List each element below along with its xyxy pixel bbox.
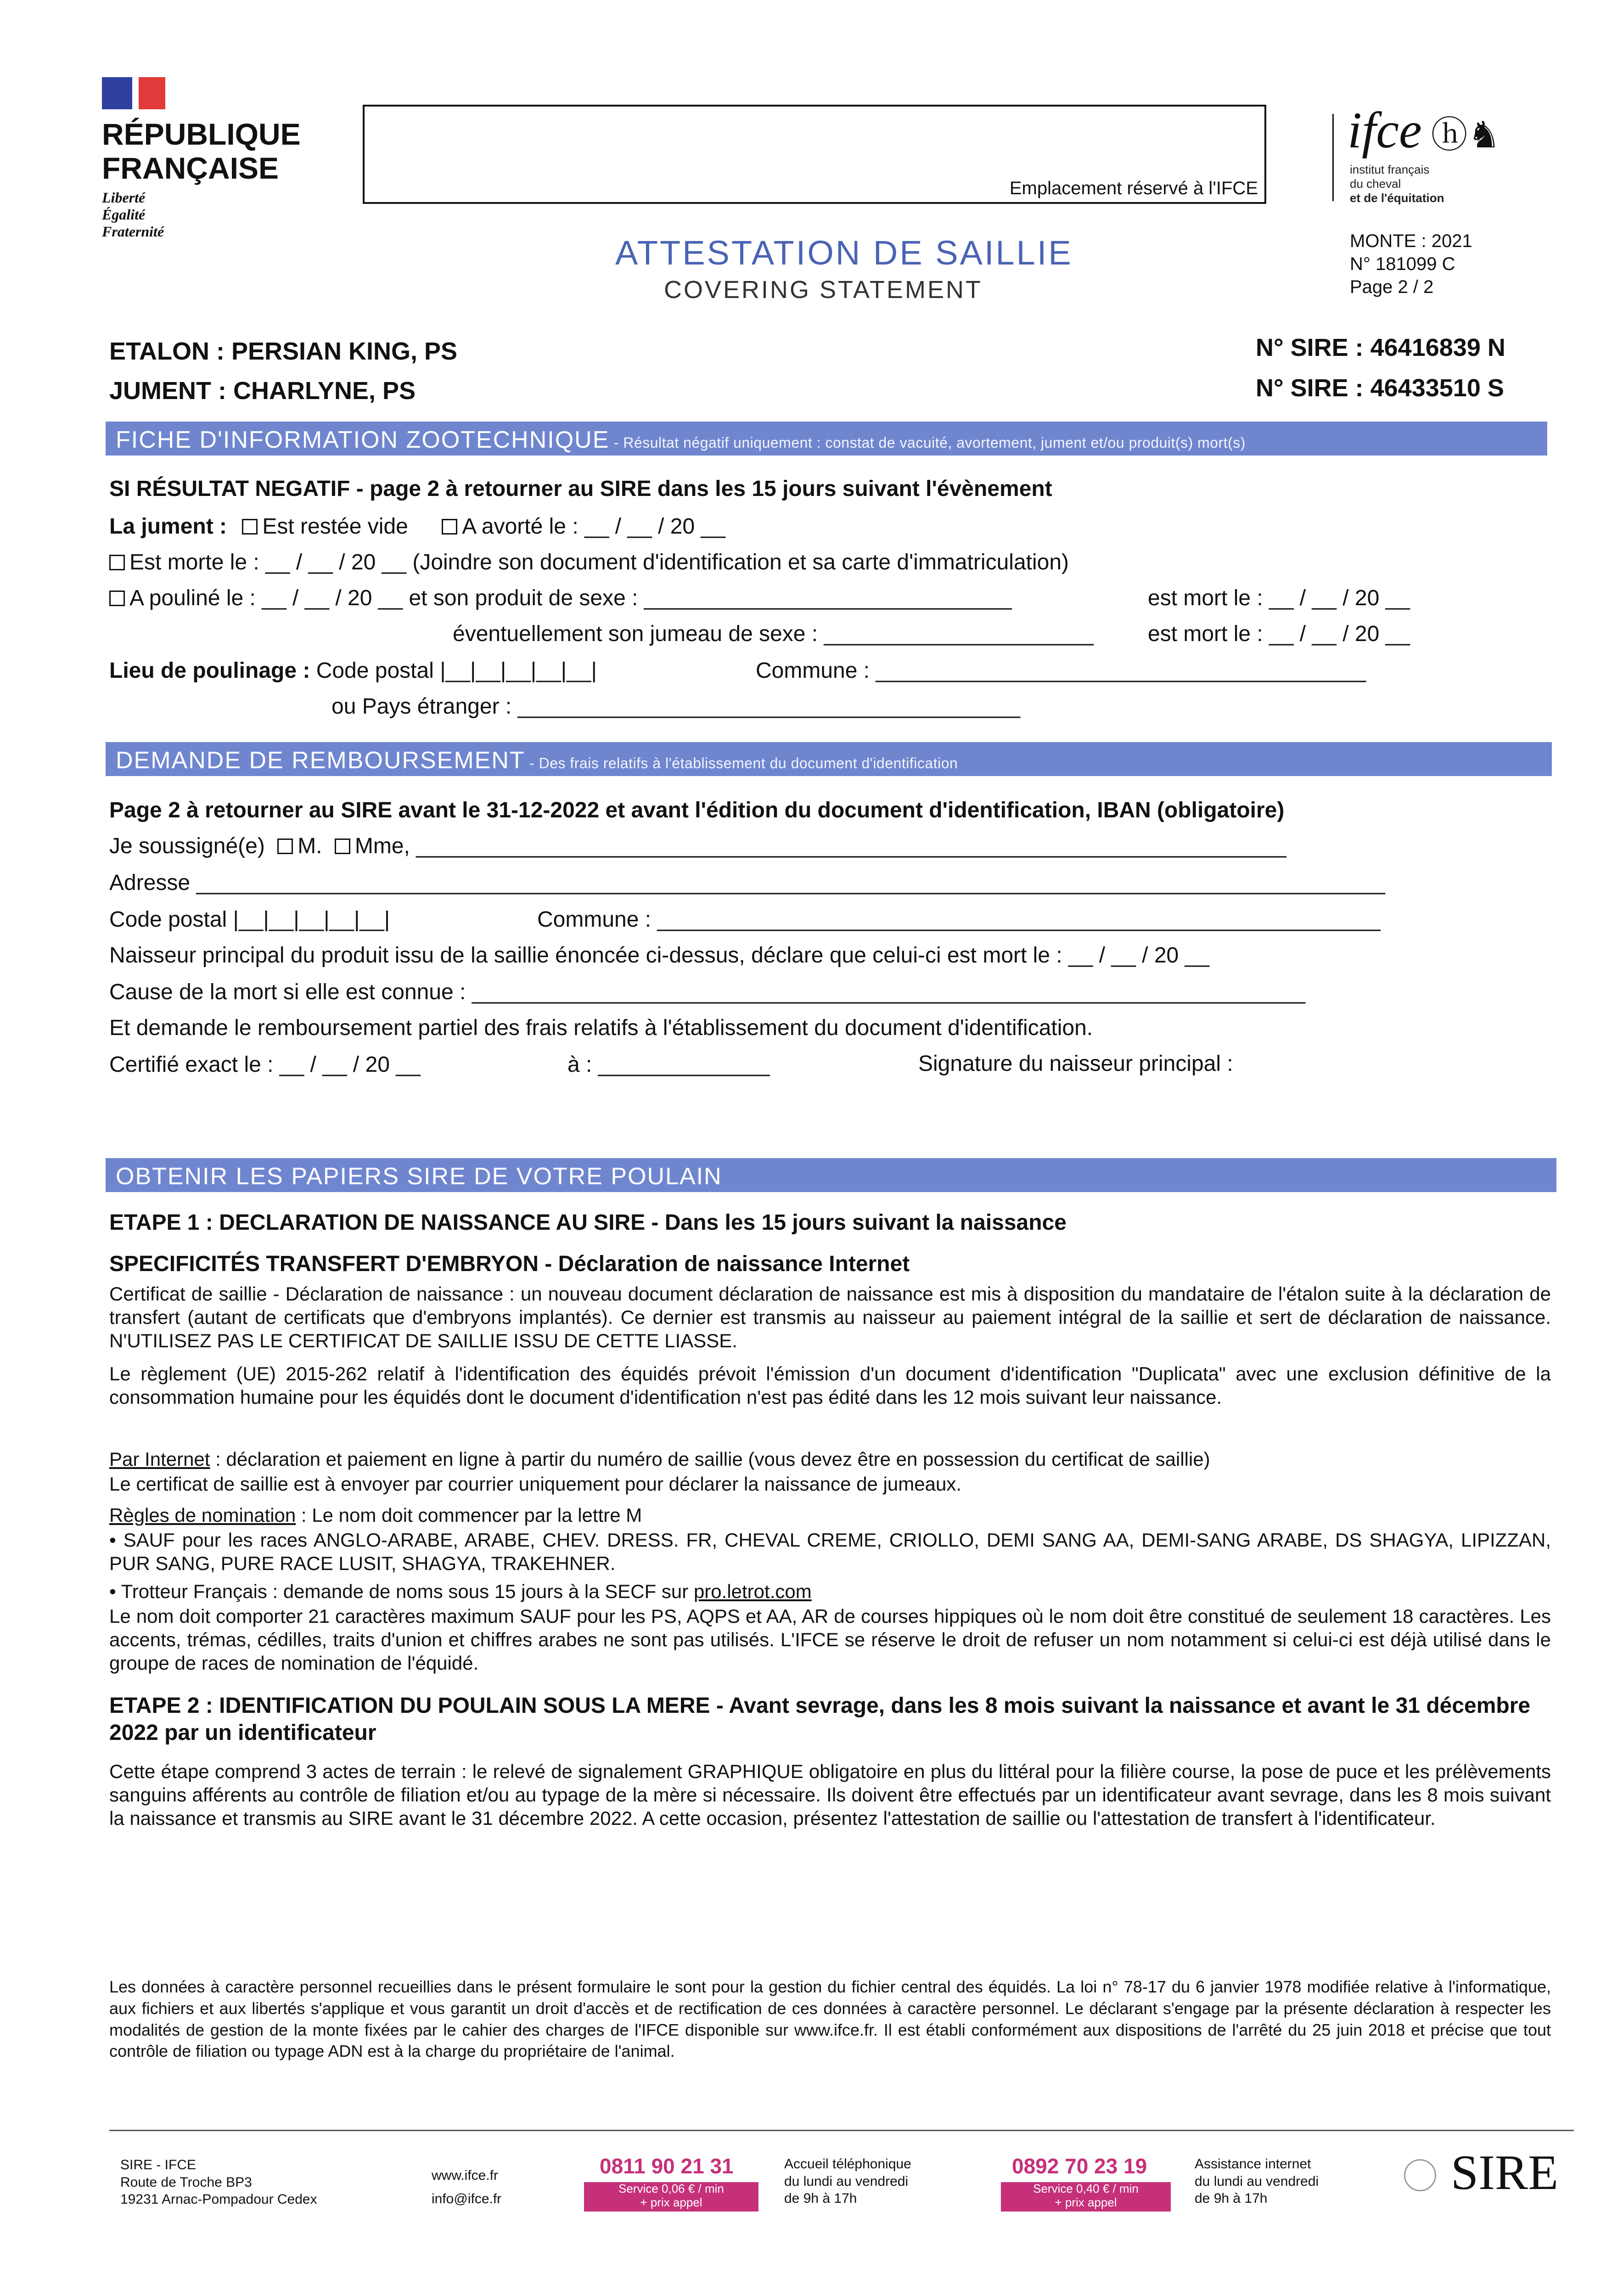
internet-row: Par Internet : déclaration et paiement en ligne à partir du numéro de saillie (vous devez être en possession du certificat de saillie) — [109, 1448, 1210, 1470]
footer-web — [432, 2164, 501, 2211]
soussigne-row: Je soussigné(e) M. Mme, _______________________________________________________________________ — [109, 834, 1286, 858]
sauf-row: • SAUF pour les races ANGLO-ARABE, ARABE, CHEV. DRESS. FR, CHEVAL CREME, CRIOLLO, DEMI SANG AA, DEMI-SANG ARABE, DS SHAGYA, LIPIZZAN, PUR SANG, PURE RACE LUSIT, SHAGYA, TRAKEHNER. — [109, 1529, 1551, 1575]
demande-row: Et demande le remboursement partiel des frais relatifs à l'établissement du document d'identification. — [109, 1016, 1093, 1040]
nom-field[interactable]: Mme, _______________________________________________________________________ — [354, 834, 1286, 858]
etape2-heading: ETAPE 2 : IDENTIFICATION DU POULAIN SOUS LA MERE - Avant sevrage, dans les 8 mois suivant la naissance et avant le 31 décembre 2022 par un identificateur — [109, 1694, 1531, 1745]
jumeau-row[interactable]: éventuellement son jumeau de sexe : ______________________ — [453, 622, 1094, 646]
jument: JUMENT : CHARLYNE, PS — [109, 377, 416, 405]
naisseur-row: Naisseur principal du produit issu de la saillie énoncée ci-dessus, déclare que celui-ci est mort le : __ / __ / 20 __ — [109, 943, 1209, 968]
lieu-row: Lieu de poulinage : Code postal |__|__|__|__|__| — [109, 658, 597, 683]
monte-info: MONTE : 2021 N° 181099 C Page 2 / 2 — [1350, 231, 1472, 297]
a-field[interactable]: à : ______________ — [567, 1052, 770, 1077]
email-link[interactable]: info@ifce.fr — [432, 2191, 502, 2206]
commune-field-1[interactable]: Commune : ________________________________________ — [756, 658, 1366, 683]
sire-etalon: N° SIRE : 46416839 N — [1256, 334, 1505, 361]
price-badge-2: Service 0,40 € / min + prix appel — [1001, 2182, 1171, 2212]
accueil-hours: Accueil téléphonique du lundi au vendredi de 9h à 17h — [784, 2156, 911, 2206]
signature-label: Signature du naisseur principal : — [918, 1052, 1233, 1076]
horse-icon: ⓗ♞ — [1421, 115, 1501, 156]
ifce-logo: ifce ⓗ♞ — [1348, 102, 1501, 159]
regles-row: Règles de nomination : Le nom doit commencer par la lettre M — [109, 1504, 642, 1526]
produit-mort[interactable]: est mort le : __ / __ / 20 __ — [1148, 586, 1410, 610]
section-papiers-header: OBTENIR LES PAPIERS SIRE DE VOTRE POULAIN — [106, 1158, 1556, 1192]
pouline-row: A pouliné le : __ / __ / 20 __ et son produit de sexe : ______________________________ — [109, 585, 1012, 612]
phone-accueil[interactable]: 0811 90 21 31 — [600, 2154, 734, 2178]
reserved-label: Emplacement réservé à l'IFCE — [1009, 178, 1258, 198]
jument-row: La jument : Est restée vide A avorté le : __ / __ / 20 __ — [109, 514, 725, 539]
specificites-heading: SPECIFICITÉS TRANSFERT D'EMBRYON - Déclaration de naissance Internet — [109, 1252, 910, 1276]
flag-logo — [102, 77, 165, 109]
page-title: ATTESTATION DE SAILLIE — [615, 234, 1073, 272]
sire-logo: SIRE — [1451, 2145, 1559, 2200]
sire-jument: N° SIRE : 46433510 S — [1256, 374, 1504, 402]
commune-field-2[interactable]: Commune : ___________________________________________________________ — [537, 907, 1381, 932]
adresse-field[interactable]: Adresse _________________________________________________________________________________________________ — [109, 871, 1385, 895]
morte-row: Est morte le : __ / __ / 20 __ (Joindre son document d'identification et sa carte d'immatriculation) — [109, 549, 1069, 576]
cause-field[interactable]: Cause de la mort si elle est connue : ____________________________________________________________________ — [109, 980, 1306, 1004]
paragraph-etape2: Cette étape comprend 3 actes de terrain : le relevé de signalement GRAPHIQUE obligatoire en plus du littéral pour la filière course, la pose de puce et les prélèvements sanguins afférents au contrôle de filiation et/ou au typage de la mère si nécessaire. Ils doivent être effectués par un identificateur avant sevrage, dans les 8 mois suivant la naissance et transmis au SIRE avant le 31 décembre 2022. A cette occasion, présentez l'attestation de saillie ou l'attestation de transfert à l'identificateur. — [109, 1761, 1551, 1829]
checkbox-morte[interactable] — [109, 555, 125, 570]
code-postal-field[interactable]: Code postal |__|__|__|__|__| — [316, 658, 597, 683]
section-remboursement-header: DEMANDE DE REMBOURSEMENT - Des frais relatifs à l'établissement du document d'identification — [106, 742, 1552, 776]
checkbox-pouline[interactable] — [109, 591, 125, 606]
ifce-name: institut français du cheval et de l'équitation — [1350, 163, 1444, 205]
price-badge-1: Service 0,06 € / min + prix appel — [584, 2182, 758, 2212]
sire-logo-icon — [1404, 2159, 1436, 2191]
pays-field[interactable]: ou Pays étranger : _________________________________________ — [331, 694, 1021, 719]
letrot-link[interactable]: pro.letrot.com — [693, 1581, 812, 1602]
code-postal-field-2[interactable]: Code postal |__|__|__|__|__| — [109, 907, 390, 932]
paragraph-reglement: Le règlement (UE) 2015-262 relatif à l'identification des équidés prévoit l'émission d'un document d'identification "Duplicata" avec une exclusion définitive de la consommation humaine pour les équidés dont le document d'identification n'est pas édité dans les 12 mois suivant leur naissance. — [109, 1363, 1551, 1408]
jumeau-mort[interactable]: est mort le : __ / __ / 20 __ — [1148, 622, 1410, 646]
assistance-hours: Assistance internet du lundi au vendredi de 9h à 17h — [1195, 2156, 1319, 2206]
section-zootechnique-header: FICHE D'INFORMATION ZOOTECHNIQUE - Résultat négatif uniquement : constat de vacuité, avortement, jument et/ou produit(s) mort(s) — [106, 422, 1547, 456]
section2-heading: Page 2 à retourner au SIRE avant le 31-12-2022 et avant l'édition du document d'identification, IBAN (obligatoire) — [109, 798, 1285, 822]
checkbox-avorte[interactable] — [442, 519, 457, 535]
certifie-field[interactable]: Certifié exact le : __ / __ / 20 __ — [109, 1052, 421, 1077]
checkbox-vide[interactable] — [242, 519, 258, 535]
checkbox-m[interactable] — [277, 838, 293, 854]
etape1-heading: ETAPE 1 : DECLARATION DE NAISSANCE AU SIRE - Dans les 15 jours suivant la naissance — [109, 1210, 1067, 1235]
paragraph-nom: Le nom doit comporter 21 caractères maximum SAUF pour les PS, AQPS et AA, AR de courses hippiques où le nom doit être constitué de seulement 18 caractères. Les accents, trémas, cédilles, traits d'union et chiffres arabes ne sont pas utilisés. L'IFCE se réserve le droit de refuser un nom notamment si celui-ci est déjà utilisé dans le groupe de races de nomination de l'équidé. — [109, 1605, 1551, 1674]
website-link[interactable]: www.ifce.fr — [432, 2168, 499, 2183]
ifce-divider — [1332, 114, 1334, 201]
section1-heading: SI RÉSULTAT NEGATIF - page 2 à retourner au SIRE dans les 15 jours suivant l'évènement — [109, 477, 1052, 501]
trotteur-row: • Trotteur Français : demande de noms sous 15 jours à la SECF sur pro.letrot.com — [109, 1581, 812, 1602]
paragraph-certificat: Certificat de saillie - Déclaration de naissance : un nouveau document déclaration de naissance est mis à disposition du mandataire de l'étalon suite à la déclaration de transfert (autant de certificats que d'embryons implantés). Ce dernier est transmis au naisseur au paiement intégral de la saillie et sert de déclaration de naissance. N'UTILISEZ PAS LE CERTIFICAT DE SAILLIE ISSU DE CETTE LIASSE. — [109, 1283, 1551, 1352]
legal-notice: Les données à caractère personnel recueillies dans le présent formulaire le sont pour la gestion du fichier central des équidés. La loi n° 78-17 du 6 janvier 1978 modifiée relative à l'informatique, aux fichiers et aux libertés s'applique et vous garantit un droit d'accès et de rectification de ces données à caractère personnel. Le déclarant s'engage par la présente déclaration à respecter les modalités de gestion de la monte fixées par le cahier des charges de l'IFCE disponible sur www.ifce.fr. Il est établi conformément aux dispositions de l'arrêté du 25 juin 2018 et précise que tout contrôle de filiation ou typage ADN est à la charge du propriétaire de l'animal. — [109, 1977, 1551, 2061]
checkbox-mme[interactable] — [335, 838, 350, 854]
etalon: ETALON : PERSIAN KING, PS — [109, 338, 458, 365]
phone-assistance[interactable]: 0892 70 23 19 — [1012, 2154, 1147, 2178]
republic-title: RÉPUBLIQUE FRANÇAISE — [102, 117, 301, 185]
footer-divider — [109, 2130, 1574, 2131]
republic-motto: Liberté Égalité Fraternité — [102, 189, 164, 240]
page-subtitle: COVERING STATEMENT — [664, 276, 983, 304]
footer-address: SIRE - IFCE Route de Troche BP3 19231 Arnac-Pompadour Cedex — [120, 2157, 317, 2207]
courrier-row: Le certificat de saillie est à envoyer par courrier uniquement pour déclarer la naissance de jumeaux. — [109, 1473, 961, 1495]
reserved-box — [363, 105, 1266, 204]
